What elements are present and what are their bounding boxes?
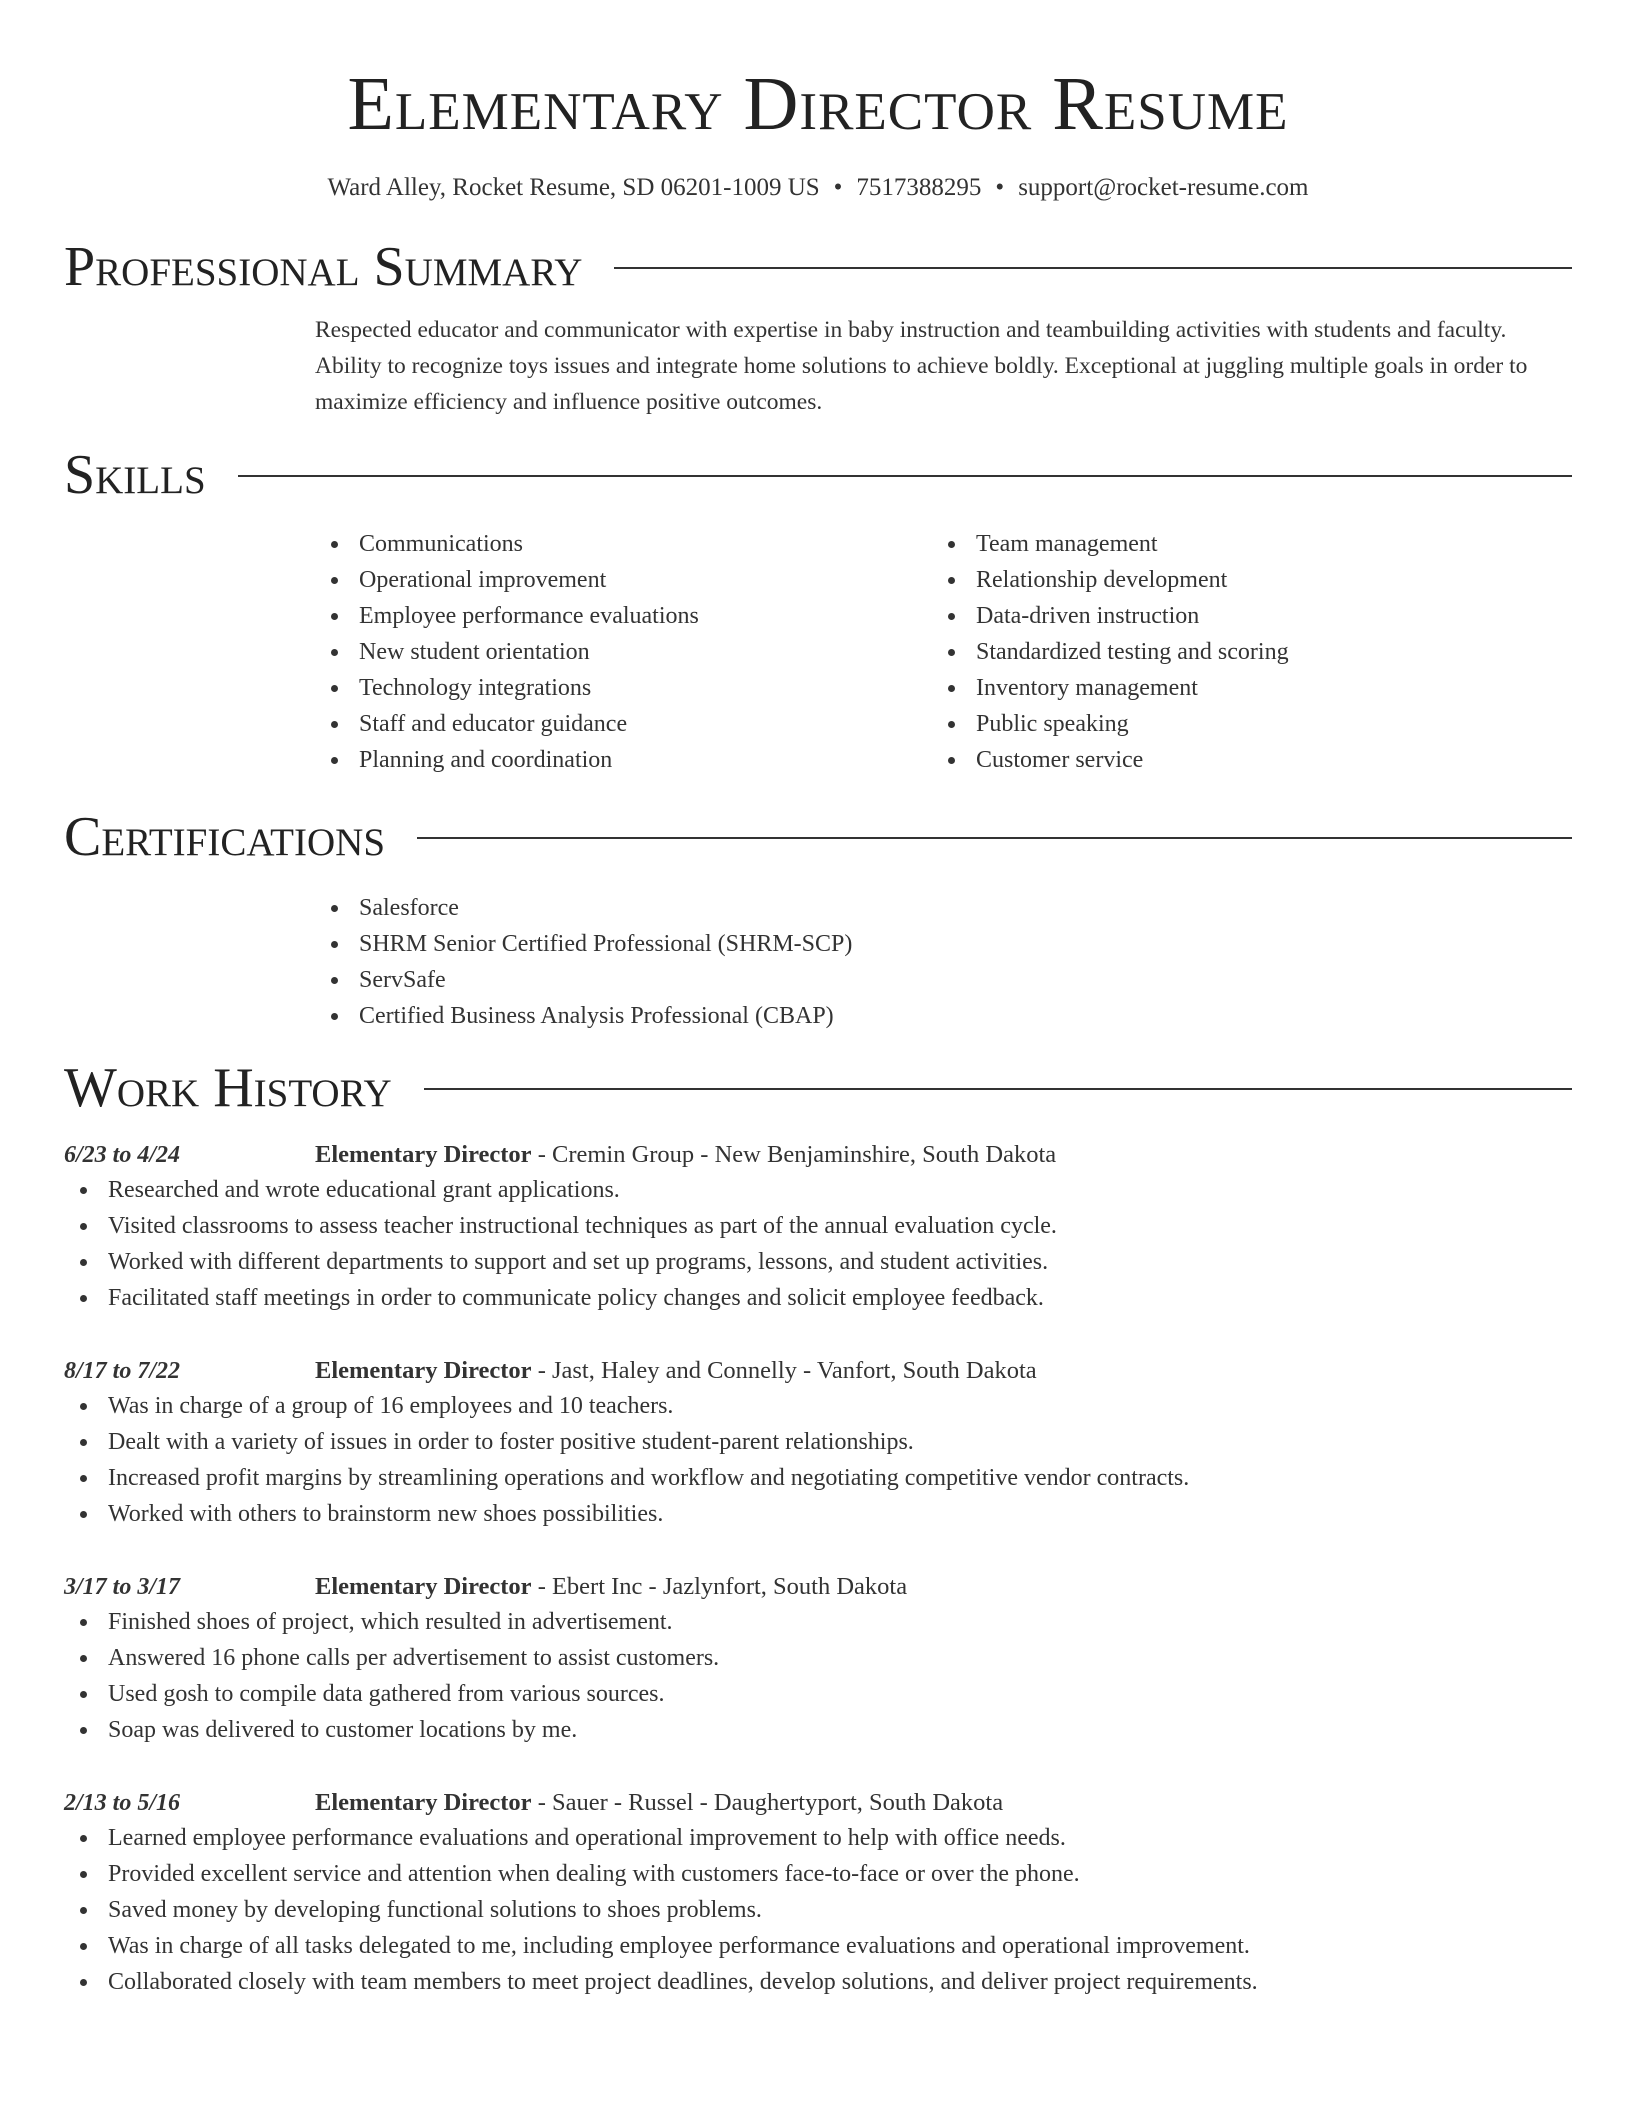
- certifications-heading: Certifications: [64, 806, 386, 868]
- job-duty: Collaborated closely with team members to meet project deadlines, develop solutions, and deliver project requirements.: [64, 1964, 1572, 2000]
- job-header: [64, 1138, 1572, 1172]
- job-title-line: [315, 1141, 1056, 1169]
- skill-item: Technology integrations: [315, 670, 932, 706]
- job-duty: Saved money by developing functional solutions to shoes problems.: [64, 1892, 1572, 1928]
- job-duty: Used gosh to compile data gathered from various sources.: [64, 1676, 1572, 1712]
- job-duty: Worked with others to brainstorm new shoes possibilities.: [64, 1496, 1572, 1532]
- skills-section: [64, 445, 1572, 778]
- skills-body: [315, 526, 1572, 778]
- skill-item: Employee performance evaluations: [315, 598, 932, 634]
- skills-heading-row: [64, 445, 1572, 505]
- job-header: [64, 1354, 1572, 1388]
- job-duty: Increased profit margins by streamlining operations and workflow and negotiating competitive vendor contracts.: [64, 1460, 1572, 1496]
- job-title: Elementary Director: [315, 1141, 532, 1168]
- summary-heading-row: [64, 237, 1572, 297]
- contact-separator: •: [833, 174, 843, 201]
- job-title-line: [315, 1357, 1037, 1385]
- section-divider: [417, 837, 1572, 839]
- summary-section: [64, 237, 1572, 420]
- skill-item: Operational improvement: [315, 562, 932, 598]
- job-title: Elementary Director: [315, 1573, 532, 1600]
- job-title-line: [315, 1789, 1003, 1817]
- job-duty: Dealt with a variety of issues in order to foster positive student-parent relationships.: [64, 1424, 1572, 1460]
- job-duty: Finished shoes of project, which resulted in advertisement.: [64, 1604, 1572, 1640]
- certifications-heading-row: [64, 807, 1572, 867]
- certifications-section: [64, 807, 1572, 1034]
- job-duty: Was in charge of a group of 16 employees and 10 teachers.: [64, 1388, 1572, 1424]
- skills-list-left: [315, 526, 932, 778]
- contact-phone: 7517388295: [856, 174, 982, 201]
- contact-email[interactable]: support@rocket-resume.com: [1018, 174, 1309, 201]
- skill-item: Planning and coordination: [315, 742, 932, 778]
- job-duty: Worked with different departments to support and set up programs, lessons, and student activities.: [64, 1244, 1572, 1280]
- job-header: [64, 1570, 1572, 1604]
- certifications-body: [315, 890, 1572, 1034]
- job-duty: Provided excellent service and attention when dealing with customers face-to-face or over the phone.: [64, 1856, 1572, 1892]
- job-duties-list: [64, 1604, 1572, 1748]
- work-history-heading-row: [64, 1058, 1572, 1118]
- job-dates: 6/23 to 4/24: [64, 1141, 181, 1168]
- skill-item: Customer service: [932, 742, 1549, 778]
- work-history-heading: Work History: [64, 1057, 392, 1119]
- section-divider: [424, 1088, 1572, 1090]
- contact-line: [64, 172, 1572, 204]
- summary-heading: Professional Summary: [64, 236, 583, 298]
- job-title: Elementary Director: [315, 1789, 532, 1816]
- resume-title: Elementary Director Resume: [347, 62, 1289, 146]
- skill-item: Public speaking: [932, 706, 1549, 742]
- certification-item: SHRM Senior Certified Professional (SHRM-SCP): [315, 926, 1572, 962]
- skills-list-right: [932, 526, 1549, 778]
- job-duties-list: [64, 1172, 1572, 1316]
- skill-item: Standardized testing and scoring: [932, 634, 1549, 670]
- job-duty: Soap was delivered to customer locations by me.: [64, 1712, 1572, 1748]
- job-entry: [64, 1354, 1572, 1532]
- contact-separator: •: [995, 174, 1005, 201]
- skill-item: Communications: [315, 526, 932, 562]
- skills-heading: Skills: [64, 444, 206, 506]
- certification-item: Salesforce: [315, 890, 1572, 926]
- job-employer: - Sauer - Russel - Daughertyport, South Dakota: [531, 1789, 1004, 1816]
- job-dates: 3/17 to 3/17: [64, 1573, 181, 1600]
- job-dates: 8/17 to 7/22: [64, 1357, 181, 1384]
- section-divider: [238, 475, 1572, 477]
- job-duties-list: [64, 1820, 1572, 2000]
- job-employer: - Jast, Haley and Connelly - Vanfort, South Dakota: [531, 1357, 1037, 1384]
- resume-page: [64, 0, 1572, 2000]
- job-entry: [64, 1138, 1572, 1316]
- job-duty: Was in charge of all tasks delegated to me, including employee performance evaluations and operational improvement.: [64, 1928, 1572, 1964]
- job-employer: - Ebert Inc - Jazlynfort, South Dakota: [531, 1573, 908, 1600]
- job-duties-list: [64, 1388, 1572, 1532]
- job-dates: 2/13 to 5/16: [64, 1789, 181, 1816]
- certification-item: ServSafe: [315, 962, 1572, 998]
- contact-address: Ward Alley, Rocket Resume, SD 06201-1009 US: [327, 174, 820, 201]
- job-title-line: [315, 1573, 907, 1601]
- job-header: [64, 1786, 1572, 1820]
- section-divider: [614, 267, 1572, 269]
- job-entry: [64, 1570, 1572, 1748]
- job-duty: Researched and wrote educational grant applications.: [64, 1172, 1572, 1208]
- skill-item: Team management: [932, 526, 1549, 562]
- skill-item: Data-driven instruction: [932, 598, 1549, 634]
- skill-item: Relationship development: [932, 562, 1549, 598]
- job-employer: - Cremin Group - New Benjaminshire, South Dakota: [531, 1141, 1057, 1168]
- summary-body: [315, 312, 1572, 420]
- certifications-list: [315, 890, 1572, 1034]
- job-duty: Answered 16 phone calls per advertisement to assist customers.: [64, 1640, 1572, 1676]
- skill-item: New student orientation: [315, 634, 932, 670]
- job-duty: Visited classrooms to assess teacher instructional techniques as part of the annual evaluation cycle.: [64, 1208, 1572, 1244]
- certification-item: Certified Business Analysis Professional (CBAP): [315, 998, 1572, 1034]
- job-entry: [64, 1786, 1572, 2000]
- work-history-section: [64, 1058, 1572, 2000]
- job-title: Elementary Director: [315, 1357, 532, 1384]
- skill-item: Inventory management: [932, 670, 1549, 706]
- job-duty: Learned employee performance evaluations and operational improvement to help with office needs.: [64, 1820, 1572, 1856]
- summary-text: Respected educator and communicator with expertise in baby instruction and teambuilding activities with students and faculty. Ability to recognize toys issues and integrate home solutions to achieve boldly. Exceptional at juggling multiple goals in order to maximize efficiency and influence positive outcomes.: [315, 317, 1528, 415]
- job-duty: Facilitated staff meetings in order to communicate policy changes and solicit employee feedback.: [64, 1280, 1572, 1316]
- skill-item: Staff and educator guidance: [315, 706, 932, 742]
